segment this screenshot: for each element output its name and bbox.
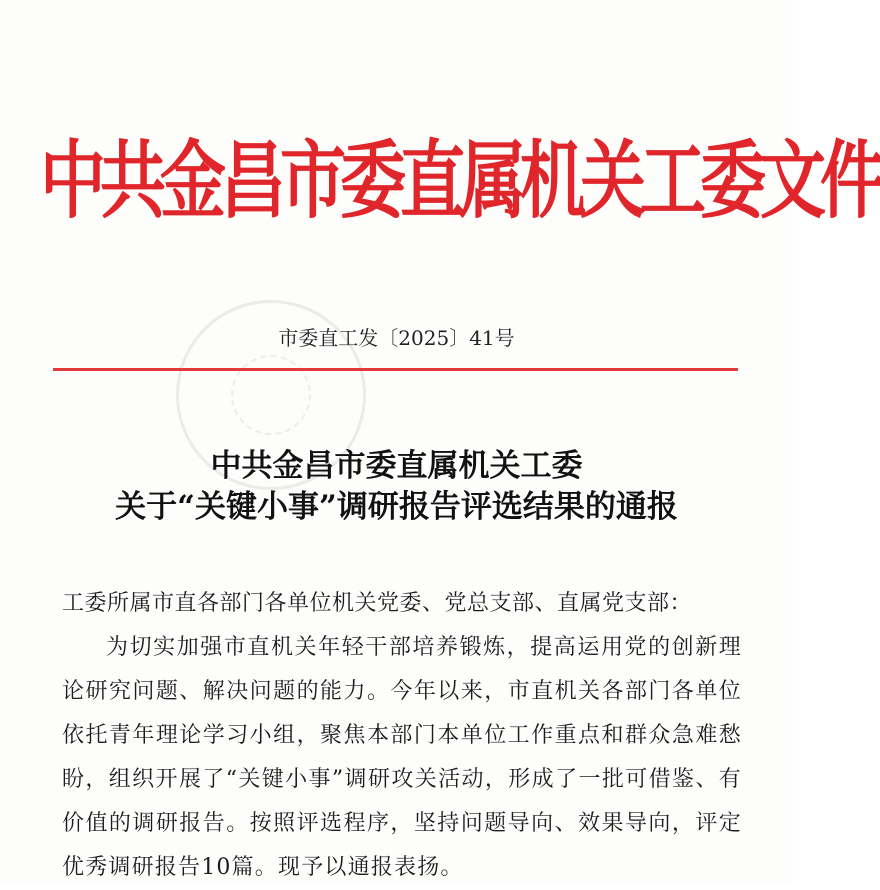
document-masthead: 中共金昌市委直属机关工委文件 [40, 132, 880, 231]
document-body [62, 582, 742, 890]
body-paragraph: 为切实加强市直机关年轻干部培养锻炼，提高运用党的创新理论研究问题、解决问题的能力。今年以来，市直机关各部门各单位依托青年理论学习小组，聚焦本部门本单位工作重点和群众急难愁盼，组织开展了“关键小事”调研攻关活动，形成了一批可借鉴、有价值的调研报告。按照评选程序，坚持问题导向、效果导向，评定优秀调研报告10篇。现予以通报表扬。 [62, 635, 742, 880]
document-title-line-1: 中共金昌市委直属机关工委 [210, 448, 583, 484]
salutation: 工委所属市直各部门各单位机关党委、党总支部、直属党支部： [62, 591, 693, 616]
seal-inner-ring [231, 355, 311, 435]
document-number: 市委直工发〔2025〕41号 [278, 326, 515, 350]
document-title-line-2: 关于“关键小事”调研报告评选结果的通报 [115, 489, 678, 525]
red-divider-line [53, 368, 738, 371]
